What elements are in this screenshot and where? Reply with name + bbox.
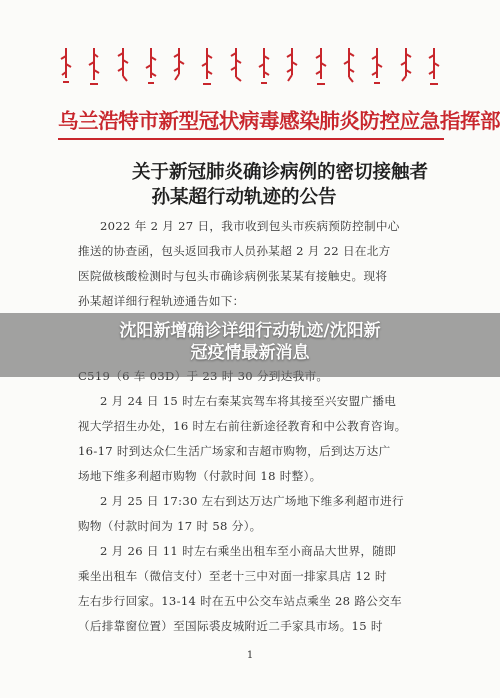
- headline-line-1: 沈阳新增确诊详细行动轨迹/沈阳新: [119, 321, 381, 341]
- mongolian-script-word: [428, 48, 440, 86]
- mongolian-script-word: [286, 48, 298, 86]
- mongolian-script-word: [117, 48, 129, 86]
- mongolian-script-word: [173, 48, 185, 86]
- mongolian-script-word: [343, 48, 355, 86]
- body-line: 医院做核酸检测时与包头市确诊病例张某某有接触史。现将: [78, 269, 388, 283]
- body-line: 乘坐出租车（微信支付）至老十三中对面一排家具店 12 时: [78, 569, 387, 583]
- mongolian-script-word: [371, 48, 383, 86]
- body-line: 16-17 时到达众仁生活广场家和吉超市购物，后到达万达广: [78, 444, 391, 458]
- mongolian-script-word: [315, 48, 327, 86]
- mongolian-script-word: [230, 48, 242, 86]
- page-number: 1: [246, 650, 254, 661]
- mongolian-script-word: [145, 48, 157, 86]
- mongolian-script-word: [258, 48, 270, 86]
- mongolian-script-word: [88, 48, 100, 86]
- mongolian-script-word: [400, 48, 412, 86]
- mongolian-script-header: [60, 48, 440, 88]
- headline-overlay: [0, 320, 500, 364]
- mongolian-script-word: [60, 48, 72, 86]
- body-line: 孙某超详细行程轨迹通告如下：: [78, 294, 245, 308]
- body-line: 购物（付款时间为 17 时 58 分）。: [78, 519, 262, 533]
- red-divider: [58, 138, 444, 140]
- mongolian-script-word: [201, 48, 213, 86]
- headline-line-2: 冠疫情最新消息: [190, 343, 310, 363]
- body-line: 推送的协查函，包头返回我市人员孙某超 2 月 22 日在北方: [78, 244, 391, 258]
- body-line: 2 月 26 日 11 时左右乘坐出租车至小商品大世界，随即: [100, 544, 397, 558]
- body-line: 左右步行回家。13-14 时在五中公交车站点乘坐 28 路公交车: [78, 594, 402, 608]
- body-line: （后排靠窗位置）至国际裘皮城附近二手家具市场。15 时: [78, 619, 383, 633]
- body-line: 2022 年 2 月 27 日，我市收到包头市疾病预防控制中心: [100, 219, 400, 233]
- agency-title: 乌兰浩特市新型冠状病毒感染肺炎防控应急指挥部: [58, 109, 500, 133]
- body-line: 场地下维多利超市购物（付款时间 18 时整）。: [78, 469, 322, 483]
- body-line: 视大学招生办处，16 时左右前往新途径教育和中公教育咨询。: [78, 419, 407, 433]
- body-line: 2 月 25 日 17:30 左右到达万达广场地下维多利超市进行: [100, 494, 404, 508]
- body-line: 2 月 24 日 15 时左右秦某宾驾车将其接至兴安盟广播电: [100, 394, 397, 408]
- document-title-line-1: 关于新冠肺炎确诊病例的密切接触者: [131, 162, 428, 183]
- document-title-line-2: 孙某超行动轨迹的公告: [151, 187, 337, 208]
